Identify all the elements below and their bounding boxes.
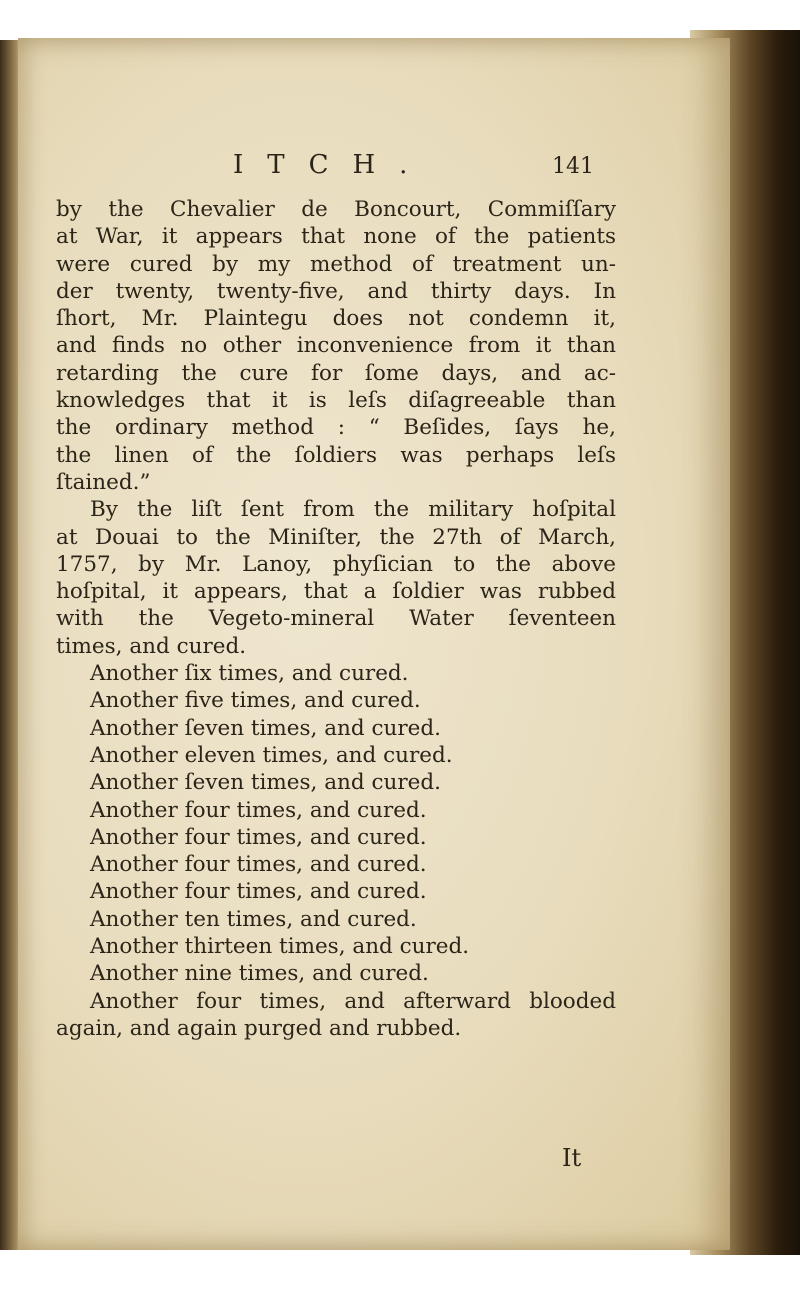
list-item: Another four times, and cured. xyxy=(90,852,427,878)
text-line: ſhort, Mr. Plaintegu does not condemn it, xyxy=(56,306,616,332)
list-item: Another eleven times, and cured. xyxy=(90,742,453,768)
text-line: were cured by my method of treatment un- xyxy=(56,251,616,277)
list-item: Another ten times, and cured. xyxy=(90,906,417,932)
list-item: Another ſeven times, and cured. xyxy=(90,770,441,796)
text-line: knowledges that it is leſs diſagreeable than xyxy=(56,388,616,414)
text-line: times, and cured. xyxy=(56,633,247,659)
list-item: Another four times, and cured. xyxy=(90,879,427,905)
text-line: 1757, by Mr. Lanoy, phyſician to the above xyxy=(56,551,616,577)
list-item: Another ſeven times, and cured. xyxy=(90,715,441,741)
text-line: at War, it appears that none of the patients xyxy=(56,224,616,250)
text-line: ſtained.” xyxy=(56,469,151,495)
text-line: again, and again purged and rubbed. xyxy=(56,1015,462,1041)
list-item: Another thirteen times, and cured. xyxy=(90,934,470,960)
body-text xyxy=(56,196,616,1042)
text-line: the linen of the ſoldiers was perhaps leſs xyxy=(56,442,616,468)
text-line: hoſpital, it appears, that a ſoldier was rubbed xyxy=(56,579,616,605)
list-item: Another four times, and cured. xyxy=(90,824,427,850)
list-item: Another five times, and cured. xyxy=(90,688,421,714)
book-page xyxy=(18,38,730,1250)
list-item: Another four times, and cured. xyxy=(90,797,427,823)
text-line: By the liſt ſent from the military hoſpital xyxy=(90,497,616,523)
text-line: with the Vegeto-mineral Water ſeventeen xyxy=(56,606,616,632)
text-line: and finds no other inconvenience from it than xyxy=(56,333,616,359)
text-line: der twenty, twenty-five, and thirty days. In xyxy=(56,278,616,304)
running-head: ITCH. xyxy=(233,150,432,180)
list-item: Another nine times, and cured. xyxy=(90,961,429,987)
text-line: at Douai to the Miniſter, the 27th of March, xyxy=(56,524,616,550)
text-line: retarding the cure for ſome days, and ac- xyxy=(56,360,616,386)
list-item: Another ſix times, and cured. xyxy=(90,661,409,687)
catchword: It xyxy=(562,1144,582,1172)
page-number: 141 xyxy=(552,154,594,179)
list-item: Another four times, and afterward blooded xyxy=(90,988,616,1014)
text-line: by the Chevalier de Boncourt, Commiſſary xyxy=(56,197,616,222)
text-line: the ordinary method : “ Beſides, ſays he, xyxy=(56,415,616,441)
